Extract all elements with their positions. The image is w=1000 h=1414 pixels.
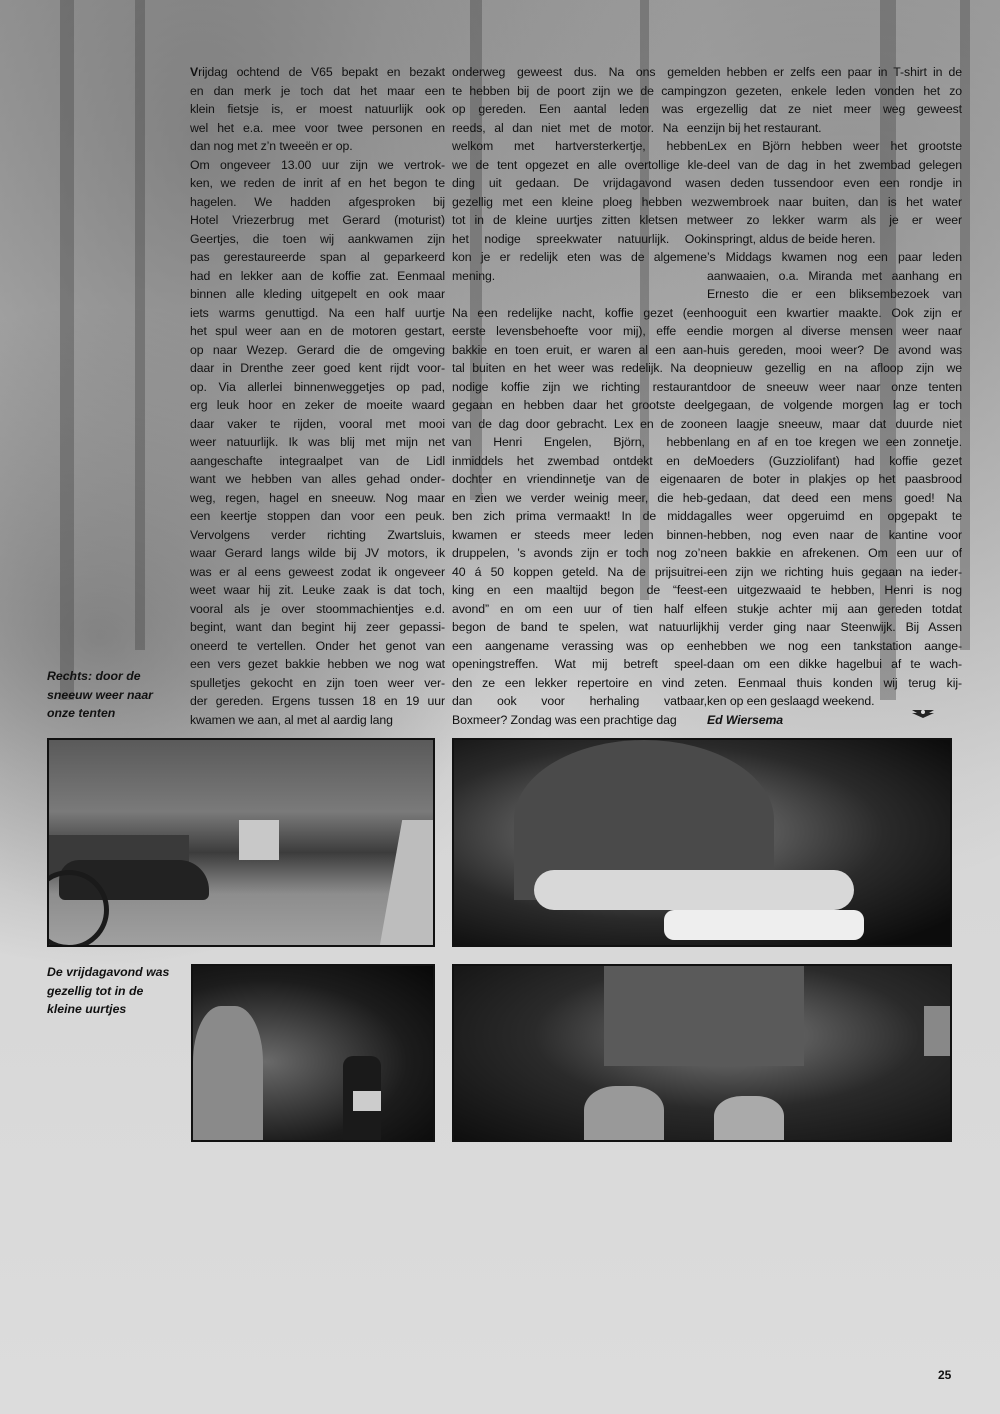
text-line: gegaan en hebben daar het grootste deel <box>452 398 707 412</box>
text-line: binnen alle kleding uitgepelt en ook maar <box>190 287 445 301</box>
page-number: 25 <box>938 1368 952 1382</box>
text-line: weg, regen, hagel en sneeuw. Nog maar <box>190 490 445 505</box>
text-line: opnieuw gezellig en na afloop zijn we <box>707 361 962 375</box>
text-line: klein fietsje is, er moest natuurlijk ook <box>190 102 445 116</box>
text-line: een zijn we richting huis gegaan na ieder- <box>707 564 962 579</box>
text-line: inspringt, aldus de beide heren. <box>707 231 876 246</box>
text-line: den ze een lekker repertoire en vind ze <box>452 675 707 690</box>
text-line: dan ook voor herhaling vatbaar, <box>452 694 707 708</box>
text-line: een vers gezet bakkie hebben we nog wat <box>190 657 445 671</box>
text-line: Vervolgens verder richting Zwartsluis, <box>190 527 445 542</box>
text-line: nodige koffie zijn we richting restaurant <box>452 379 707 394</box>
author-signature: Ed Wiersema <box>707 712 784 727</box>
text-line: ben zich prima vermaakt! In de middag <box>452 509 707 523</box>
text-line: alles weer opgeruimd en opgepakt te <box>707 509 962 523</box>
text-line: hebben we nog een tankstation aange- <box>707 638 962 653</box>
text-line: aanwaaien, o.a. Miranda met aanhang en <box>707 268 962 283</box>
text-line: en zien we verder weinig meer, die heb- <box>452 490 707 505</box>
text-line: kwamen we aan, al met al aardig lang <box>190 712 393 727</box>
article-column-3 <box>707 63 962 729</box>
text-line: het spul weer aan en de motoren gestart, <box>190 324 445 338</box>
text-line: Ernesto die er een bliksembezoek van <box>707 287 962 301</box>
text-line: avond” en om een uur of tien half elf <box>452 601 707 616</box>
drop-cap: V <box>190 65 199 79</box>
photo-snowy-motorcycle-tent <box>452 738 952 947</box>
text-line: weer natuurlijk. Ik was blij met mijn net <box>190 435 445 449</box>
paragraph-spacer <box>452 285 707 304</box>
text-line: dochter en vriendinnetje van de eigenaar <box>452 472 707 486</box>
text-line: lang en af en toe kregen we een zonnetje. <box>707 435 962 449</box>
text-line: had en lekker aan de koffie zat. Eenmaal <box>190 268 445 283</box>
text-line: die morgen al diverse mensen weer naar <box>707 324 962 338</box>
text-line: oneerd te vertellen. Onder het genot van <box>190 638 445 653</box>
text-line: door de sneeuw weer naar onze tenten <box>707 379 962 394</box>
text-line: tot in de kleine uurtjes zitten kletsen met <box>452 213 707 227</box>
text-line: aangeschafte integraalpet van de Lidl <box>190 453 445 468</box>
text-line: hagelen. We hadden afgesproken bij <box>190 194 445 209</box>
text-line: welkom met hartversterkertje, hebben <box>452 139 707 153</box>
text-line: daar in Drenthe zeer goed kent rijdt voor- <box>190 361 445 375</box>
article-column-2 <box>452 63 707 729</box>
text-line: mening. <box>452 268 496 283</box>
text-line: zwembroek naar buiten, dan is het water <box>707 194 962 209</box>
text-line: erg leuk hoor en zeker de moeite waard <box>190 398 445 412</box>
text-line: zijn bij het restaurant. <box>707 120 822 135</box>
text-line: onderweg geweest dus. Na ons gemeld <box>452 65 707 79</box>
text-line: ding uit gedaan. De vrijdagavond was <box>452 176 707 190</box>
text-line: hij verder ging naar Steenwijk. Bij Assen <box>707 620 962 634</box>
text-line: daar vaker te rijden, vooral met mooi <box>190 416 445 431</box>
text-line: weer zo lekker warm als je er weer <box>707 213 962 227</box>
text-line: openingstreffen. Wat mij betreft speel- <box>452 657 707 671</box>
photo-campsite-cars <box>47 738 435 947</box>
text-line: gezellig met een kleine ploeg hebben we <box>452 194 707 209</box>
text-line: Na een redelijke nacht, koffie gezet (een <box>452 305 707 320</box>
caption-evening: De vrijdagavond was gezellig tot in de kleine uurtjes <box>47 965 170 1016</box>
text-line: Moeders (Guzziolifant) had koffie gezet <box>707 453 962 468</box>
text-line: op. Via allerlei binnenweggetjes op pad, <box>190 379 445 394</box>
text-line: deel van de dag in het zwembad gelegen <box>707 157 962 172</box>
text-line: king en een maaltijd begon de “feest- <box>452 583 707 597</box>
text-line: en dan merk je toch dat het maar een <box>190 83 445 98</box>
text-line: der gereden. Ergens tussen 18 en 19 uur <box>190 694 445 708</box>
text-line: van Henri Engelen, Björn, hebben <box>452 435 707 449</box>
text-line: en hebben er zelfs een paar in T-shirt in de <box>707 65 962 79</box>
text-line: weet waar hij zit. Leuke zaak is dat toch, <box>190 583 445 597</box>
text-line: ken op een geslaagd weekend. <box>707 694 875 708</box>
text-line: begon de band te spelen, wat natuurlijk <box>452 620 707 634</box>
text-line: gezellig dat ze niet meer weg geweest <box>707 102 962 116</box>
text-line: een bakkie en afrekenen. Om een uur of <box>707 546 962 560</box>
photo-friday-evening-people <box>191 964 435 1142</box>
text-line: bakkie en toen eruit, er waren al een aan- <box>452 342 707 357</box>
text-line: kwamen er steeds meer leden binnen- <box>452 527 707 542</box>
text-line: Hotel Vriezerbrug met Gerard (moturist) <box>190 213 445 227</box>
text-line: druppelen, ’s avonds zijn er toch nog zo’n <box>452 546 707 560</box>
text-line: gegaan, de volgende morgen lag er toch <box>707 398 962 412</box>
text-line: een stukje achter mij aan gereden totdat <box>707 601 962 616</box>
text-line: spulletjes gekocht en zijn toen weer ver- <box>190 675 445 690</box>
text-line: dan nog met z’n tweeën er op. <box>190 139 353 153</box>
text-line: Vrijdag ochtend de V65 bepakt en bezakt <box>190 65 445 79</box>
text-line: wel het e.a. mee voor twee personen en <box>190 120 445 135</box>
text-line: reeds, al dan niet met de motor. Na een <box>452 120 707 135</box>
text-line: was er al eens geweest zodat ik ongeveer <box>190 564 445 579</box>
text-line: ken, we reden de inrit af en het begon te <box>190 176 445 190</box>
text-line: tal buiten en het weer was redelijk. Na de <box>452 361 707 375</box>
text-line: begint, want dan begint hij zeer gepassi- <box>190 620 445 634</box>
text-line: op gereden. Een aantal leden was er <box>452 102 707 116</box>
text-line: iets warms genuttigd. Na een half uurtje <box>190 305 445 320</box>
text-line: gedaan, dat deed een mens goed! Na <box>707 490 962 505</box>
text-line: een laagje sneeuw, maar dat duurde niet <box>707 416 962 431</box>
text-line: hooguit een kwartier maakte. Ook zijn er <box>707 305 962 320</box>
text-line: daan om een dikke hagelbui af te wach- <box>707 657 962 671</box>
text-line: hebben, nog even naar de kantine voor <box>707 527 962 542</box>
text-line: en deden tussendoor even een rondje in <box>707 176 962 190</box>
text-line: pas gerestaureerde span al geparkeerd <box>190 250 445 264</box>
text-line: inmiddels het zwembad ontdekt en de <box>452 453 707 468</box>
text-line: Lex en Björn hebben weer het grootste <box>707 139 962 153</box>
text-line: van de dag door gebracht. Lex en de zoon <box>452 416 707 431</box>
text-line: ten. Eenmaal thuis konden wij terug kij- <box>707 675 962 690</box>
text-line: op naar Wezep. Gerard die de omgeving <box>190 342 445 357</box>
text-line: een uitgezwaaid te hebben, Henri is nog <box>707 583 962 597</box>
text-line: een keertje stoppen dan voor een peuk. <box>190 509 445 523</box>
text-line: waar Gerard langs wilde bij JV motors, ik <box>190 546 445 560</box>
text-line: 40 á 50 koppen geteld. Na de prijsuitrei- <box>452 564 707 579</box>
text-line: vooral als je over stoommachientjes e.d. <box>190 601 445 616</box>
text-line: kon je er redelijk eten was de algemene <box>452 250 707 264</box>
text-line: het nodige spreekwater natuurlijk. Ook <box>452 231 707 246</box>
text-line: zon gezeten, enkele leden vonden het zo <box>707 83 962 98</box>
text-line: Om ongeveer 13.00 uur zijn we vertrok- <box>190 157 445 172</box>
club-logo-icon <box>912 708 934 718</box>
text-line: ’s Middags kwamen nog een paar leden <box>707 250 962 264</box>
text-line: en de boter in plakjes op het paasbrood <box>707 472 962 486</box>
text-line: Geertjes, die toen wij aankwamen zijn <box>190 231 445 246</box>
text-line: we de tent opgezet en alle overtollige kle- <box>452 157 707 172</box>
text-line: eerste levensbehoefte voor mij), effe een <box>452 324 707 338</box>
caption-snow: Rechts: door de sneeuw weer naar onze tenten <box>47 669 153 720</box>
text-line: te hebben bij de poort zijn we de camping <box>452 83 707 98</box>
text-line: huis gereden, mooi weer? De avond was <box>707 342 962 357</box>
article-column-1 <box>190 63 445 729</box>
text-line: want we hebben van alles gehad onder- <box>190 472 445 486</box>
photo-restaurant-evening <box>452 964 952 1142</box>
text-line: een aangename verassing was op een <box>452 638 707 653</box>
text-line: Boxmeer? Zondag was een prachtige dag <box>452 712 677 727</box>
